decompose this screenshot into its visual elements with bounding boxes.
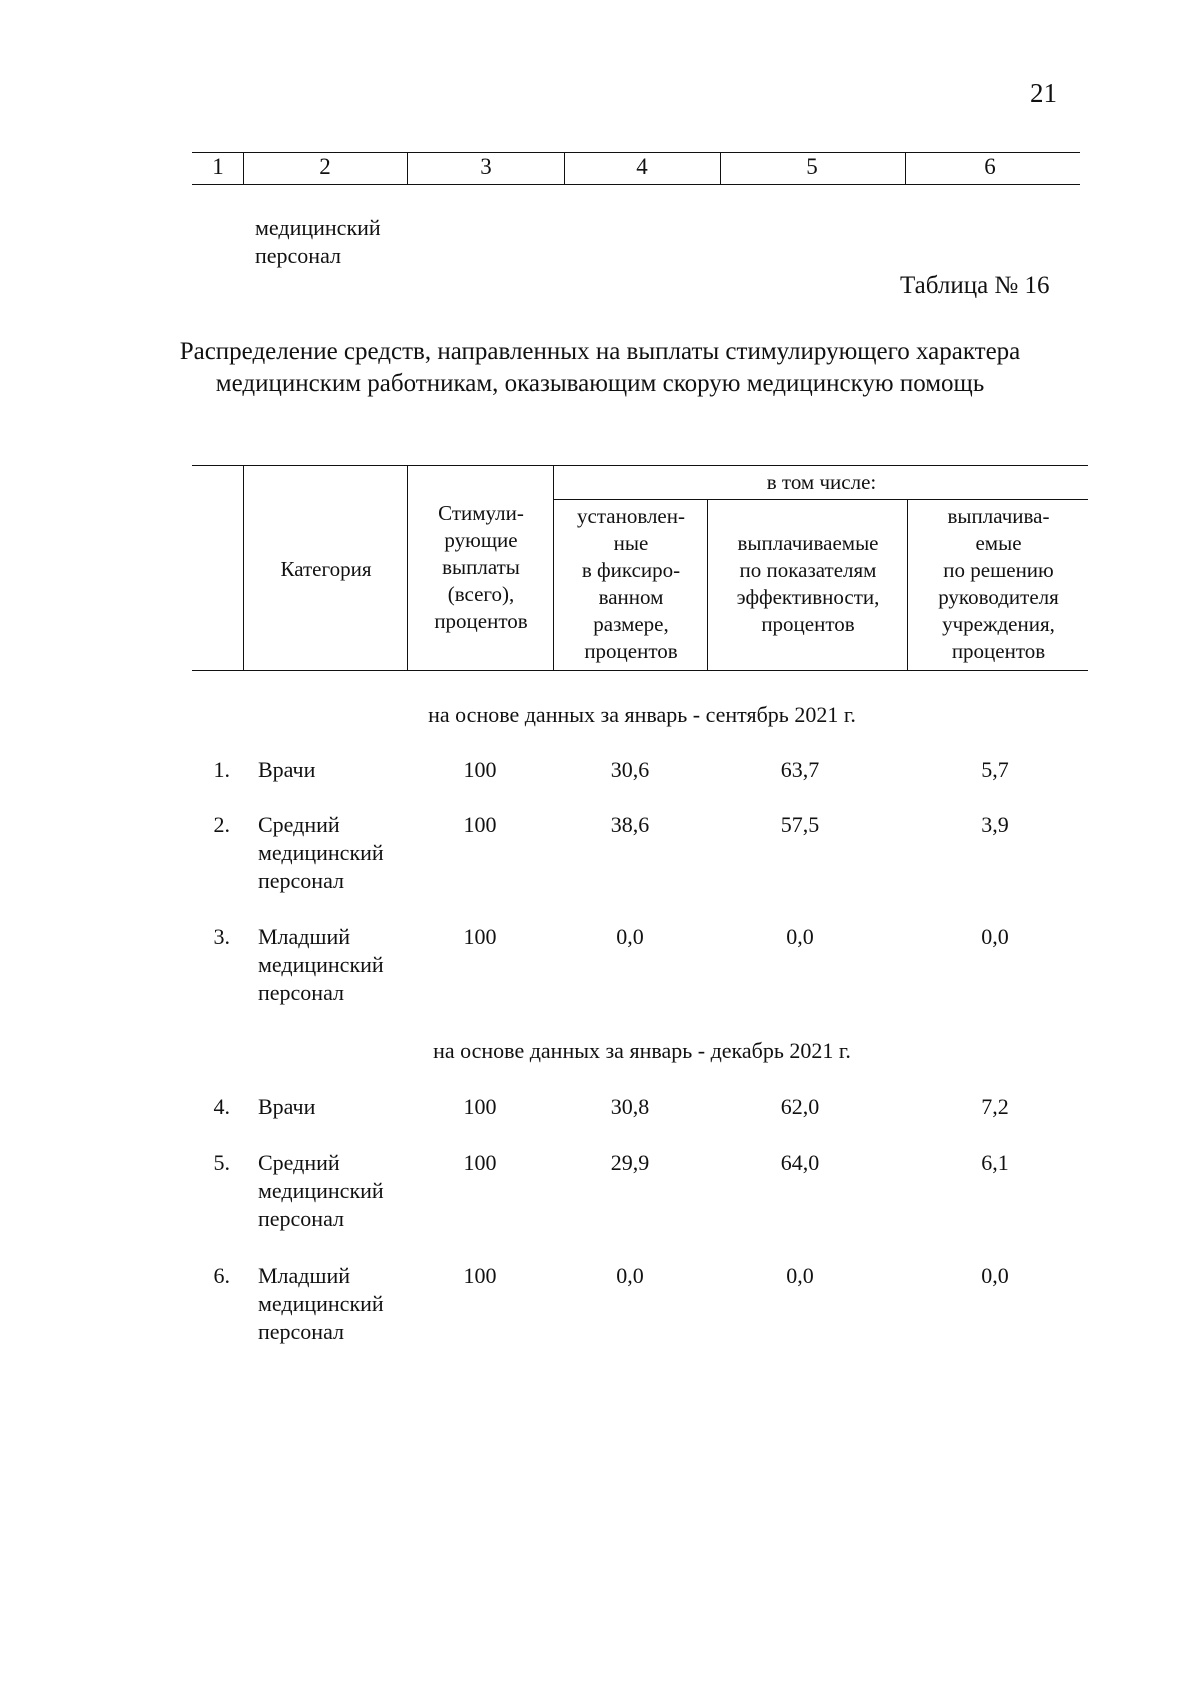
- row-performance: 64,0: [780, 1150, 820, 1175]
- header-including: в том числе:: [766, 470, 877, 494]
- cont-col-number: 5: [806, 154, 818, 179]
- row-number: 1.: [213, 757, 230, 782]
- cont-divider: [564, 152, 565, 185]
- cont-divider: [905, 152, 906, 185]
- section-title: на основе данных за январь - сентябрь 2021 г.: [428, 702, 856, 727]
- cont-col-number: 1: [212, 154, 224, 179]
- row-fixed: 0,0: [616, 1263, 644, 1288]
- header-divider: [707, 499, 708, 670]
- row-total: 100: [463, 1263, 497, 1288]
- row-fixed: 0,0: [616, 924, 644, 949]
- row-performance: 63,7: [780, 757, 820, 782]
- row-number: 4.: [213, 1094, 230, 1119]
- leftover-text-line: персонал: [255, 243, 342, 268]
- header-sub-rule: [553, 499, 1088, 500]
- header-divider: [407, 465, 408, 670]
- row-fixed: 30,6: [610, 757, 650, 782]
- header-category: Категория: [280, 557, 372, 581]
- row-director: 5,7: [981, 757, 1009, 782]
- header-top-rule: [192, 465, 1088, 466]
- header-divider: [243, 465, 244, 670]
- row-total: 100: [463, 812, 497, 837]
- cont-divider: [407, 152, 408, 185]
- row-number: 5.: [213, 1150, 230, 1175]
- cont-col-number: 4: [636, 154, 648, 179]
- cont-col-number: 3: [480, 154, 492, 179]
- header-divider: [553, 465, 554, 670]
- row-performance: 0,0: [786, 1263, 814, 1288]
- section-title: на основе данных за январь - декабрь 2021 г.: [433, 1038, 851, 1063]
- table-label: Таблица № 16: [900, 272, 1050, 299]
- row-total: 100: [463, 757, 497, 782]
- row-category: Средний медицинский персонал: [258, 1150, 384, 1231]
- row-total: 100: [463, 1150, 497, 1175]
- row-total: 100: [463, 924, 497, 949]
- cont-col-number: 2: [319, 154, 331, 179]
- cont-col-number: 6: [984, 154, 996, 179]
- cont-divider: [243, 152, 244, 185]
- table-title: Распределение средств, направленных на выплаты стимулирующего характера медицинским работникам, оказывающим скорую медицинскую помощь: [179, 338, 1021, 397]
- row-fixed: 38,6: [610, 812, 650, 837]
- header-fixed: установлен- ные в фиксиро- ванном размере, процентов: [577, 504, 685, 663]
- row-category: Младший медицинский персонал: [258, 924, 384, 1005]
- row-fixed: 30,8: [610, 1094, 650, 1119]
- row-total: 100: [463, 1094, 497, 1119]
- header-director: выплачива- емые по решению руководителя учреждения, процентов: [938, 504, 1059, 663]
- cont-top-rule: [192, 152, 1080, 153]
- header-divider: [907, 499, 908, 670]
- page-number: 21: [1030, 78, 1057, 108]
- row-number: 2.: [213, 812, 230, 837]
- header-bottom-rule: [192, 670, 1088, 671]
- row-fixed: 29,9: [610, 1150, 650, 1175]
- row-performance: 57,5: [780, 812, 820, 837]
- row-category: Врачи: [258, 757, 316, 782]
- row-performance: 0,0: [786, 924, 814, 949]
- leftover-text-line: медицинский: [255, 215, 381, 240]
- header-performance: выплачиваемые по показателям эффективности, процентов: [736, 531, 880, 636]
- row-director: 3,9: [981, 812, 1009, 837]
- row-director: 7,2: [981, 1094, 1009, 1119]
- row-number: 3.: [213, 924, 230, 949]
- row-category: Средний медицинский персонал: [258, 812, 384, 893]
- row-category: Младший медицинский персонал: [258, 1263, 384, 1344]
- row-performance: 62,0: [780, 1094, 820, 1119]
- row-number: 6.: [213, 1263, 230, 1288]
- row-director: 6,1: [981, 1150, 1009, 1175]
- row-category: Врачи: [258, 1094, 316, 1119]
- row-director: 0,0: [981, 1263, 1009, 1288]
- header-total: Стимули- рующие выплаты (всего), процентов: [434, 501, 528, 633]
- row-director: 0,0: [981, 924, 1009, 949]
- cont-bottom-rule: [192, 184, 1080, 185]
- cont-divider: [720, 152, 721, 185]
